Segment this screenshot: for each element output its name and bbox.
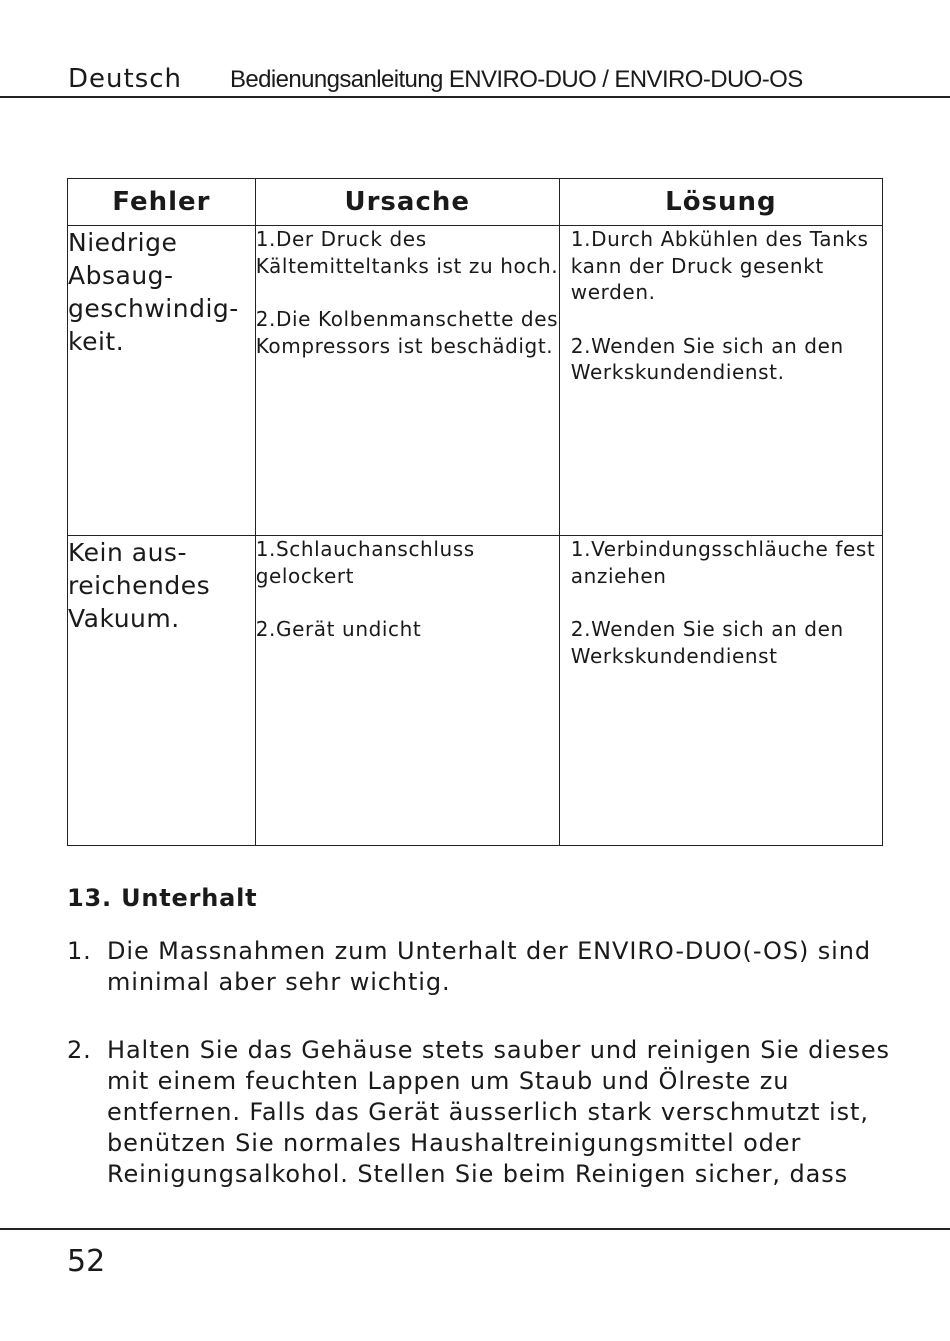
table-header-row [68,179,883,226]
solution-item: 1.Verbindungsschläuche fest anziehen [570,537,876,588]
solution-item: 2.Wenden Sie sich an den Werkskundendienst. [570,333,844,384]
list-item-text: Die Massnahmen zum Unterhalt der ENVIRO-DUO(-OS) sind minimal aber sehr wichtig. [107,937,871,996]
maintenance-list [67,936,897,1227]
list-item-number: 1. [67,937,92,965]
solution-cell [559,226,882,536]
page-header [0,0,950,98]
cause-item: 2.Gerät undicht [255,617,422,641]
column-header-fault: Fehler [68,179,256,226]
fault-cell: Niedrige Absaug- geschwindig- keit. [68,226,256,536]
fault-cell: Kein aus- reichendes Vakuum. [68,536,256,846]
cause-item: 2.Die Kolbenmanschette des Kompressors ist beschädigt. [255,307,559,358]
page-number: 52 [67,1244,106,1279]
solution-item: 2.Wenden Sie sich an den Werkskundendienst [570,617,844,668]
column-header-solution: Lösung [559,179,882,226]
list-item-text: Halten Sie das Gehäuse stets sauber und reinigen Sie dieses mit einem feuchten Lappen um Staub und Ölreste zu entfernen. Falls das Gerät äusserlich stark verschmutzt ist, benützen Sie normales Haushaltreinigungsmittel oder Reinigungsalkohol. Stellen Sie beim Reinigen sicher, dass [107,1036,890,1188]
footer-divider [0,1228,950,1230]
cause-item: 1.Der Druck des Kältemitteltanks ist zu hoch. [255,227,559,278]
cause-cell [255,226,559,536]
header-language: Deutsch [68,64,183,94]
troubleshooting-table [67,178,883,846]
list-item-number: 2. [67,1036,92,1064]
section-title: 13. Unterhalt [67,884,258,912]
solution-cell [559,536,882,846]
table-row [68,536,883,846]
table-row [68,226,883,536]
header-title: Bedienungsanleitung ENVIRO-DUO / ENVIRO-DUO-OS [230,66,803,93]
solution-item: 1.Durch Abkühlen des Tanks kann der Druck gesenkt werden. [570,227,869,304]
cause-item: 1.Schlauchanschluss gelockert [255,537,475,588]
cause-cell [255,536,559,846]
list-item [67,936,897,998]
header-divider [0,96,950,98]
column-header-cause: Ursache [255,179,559,226]
list-item [67,1035,897,1190]
